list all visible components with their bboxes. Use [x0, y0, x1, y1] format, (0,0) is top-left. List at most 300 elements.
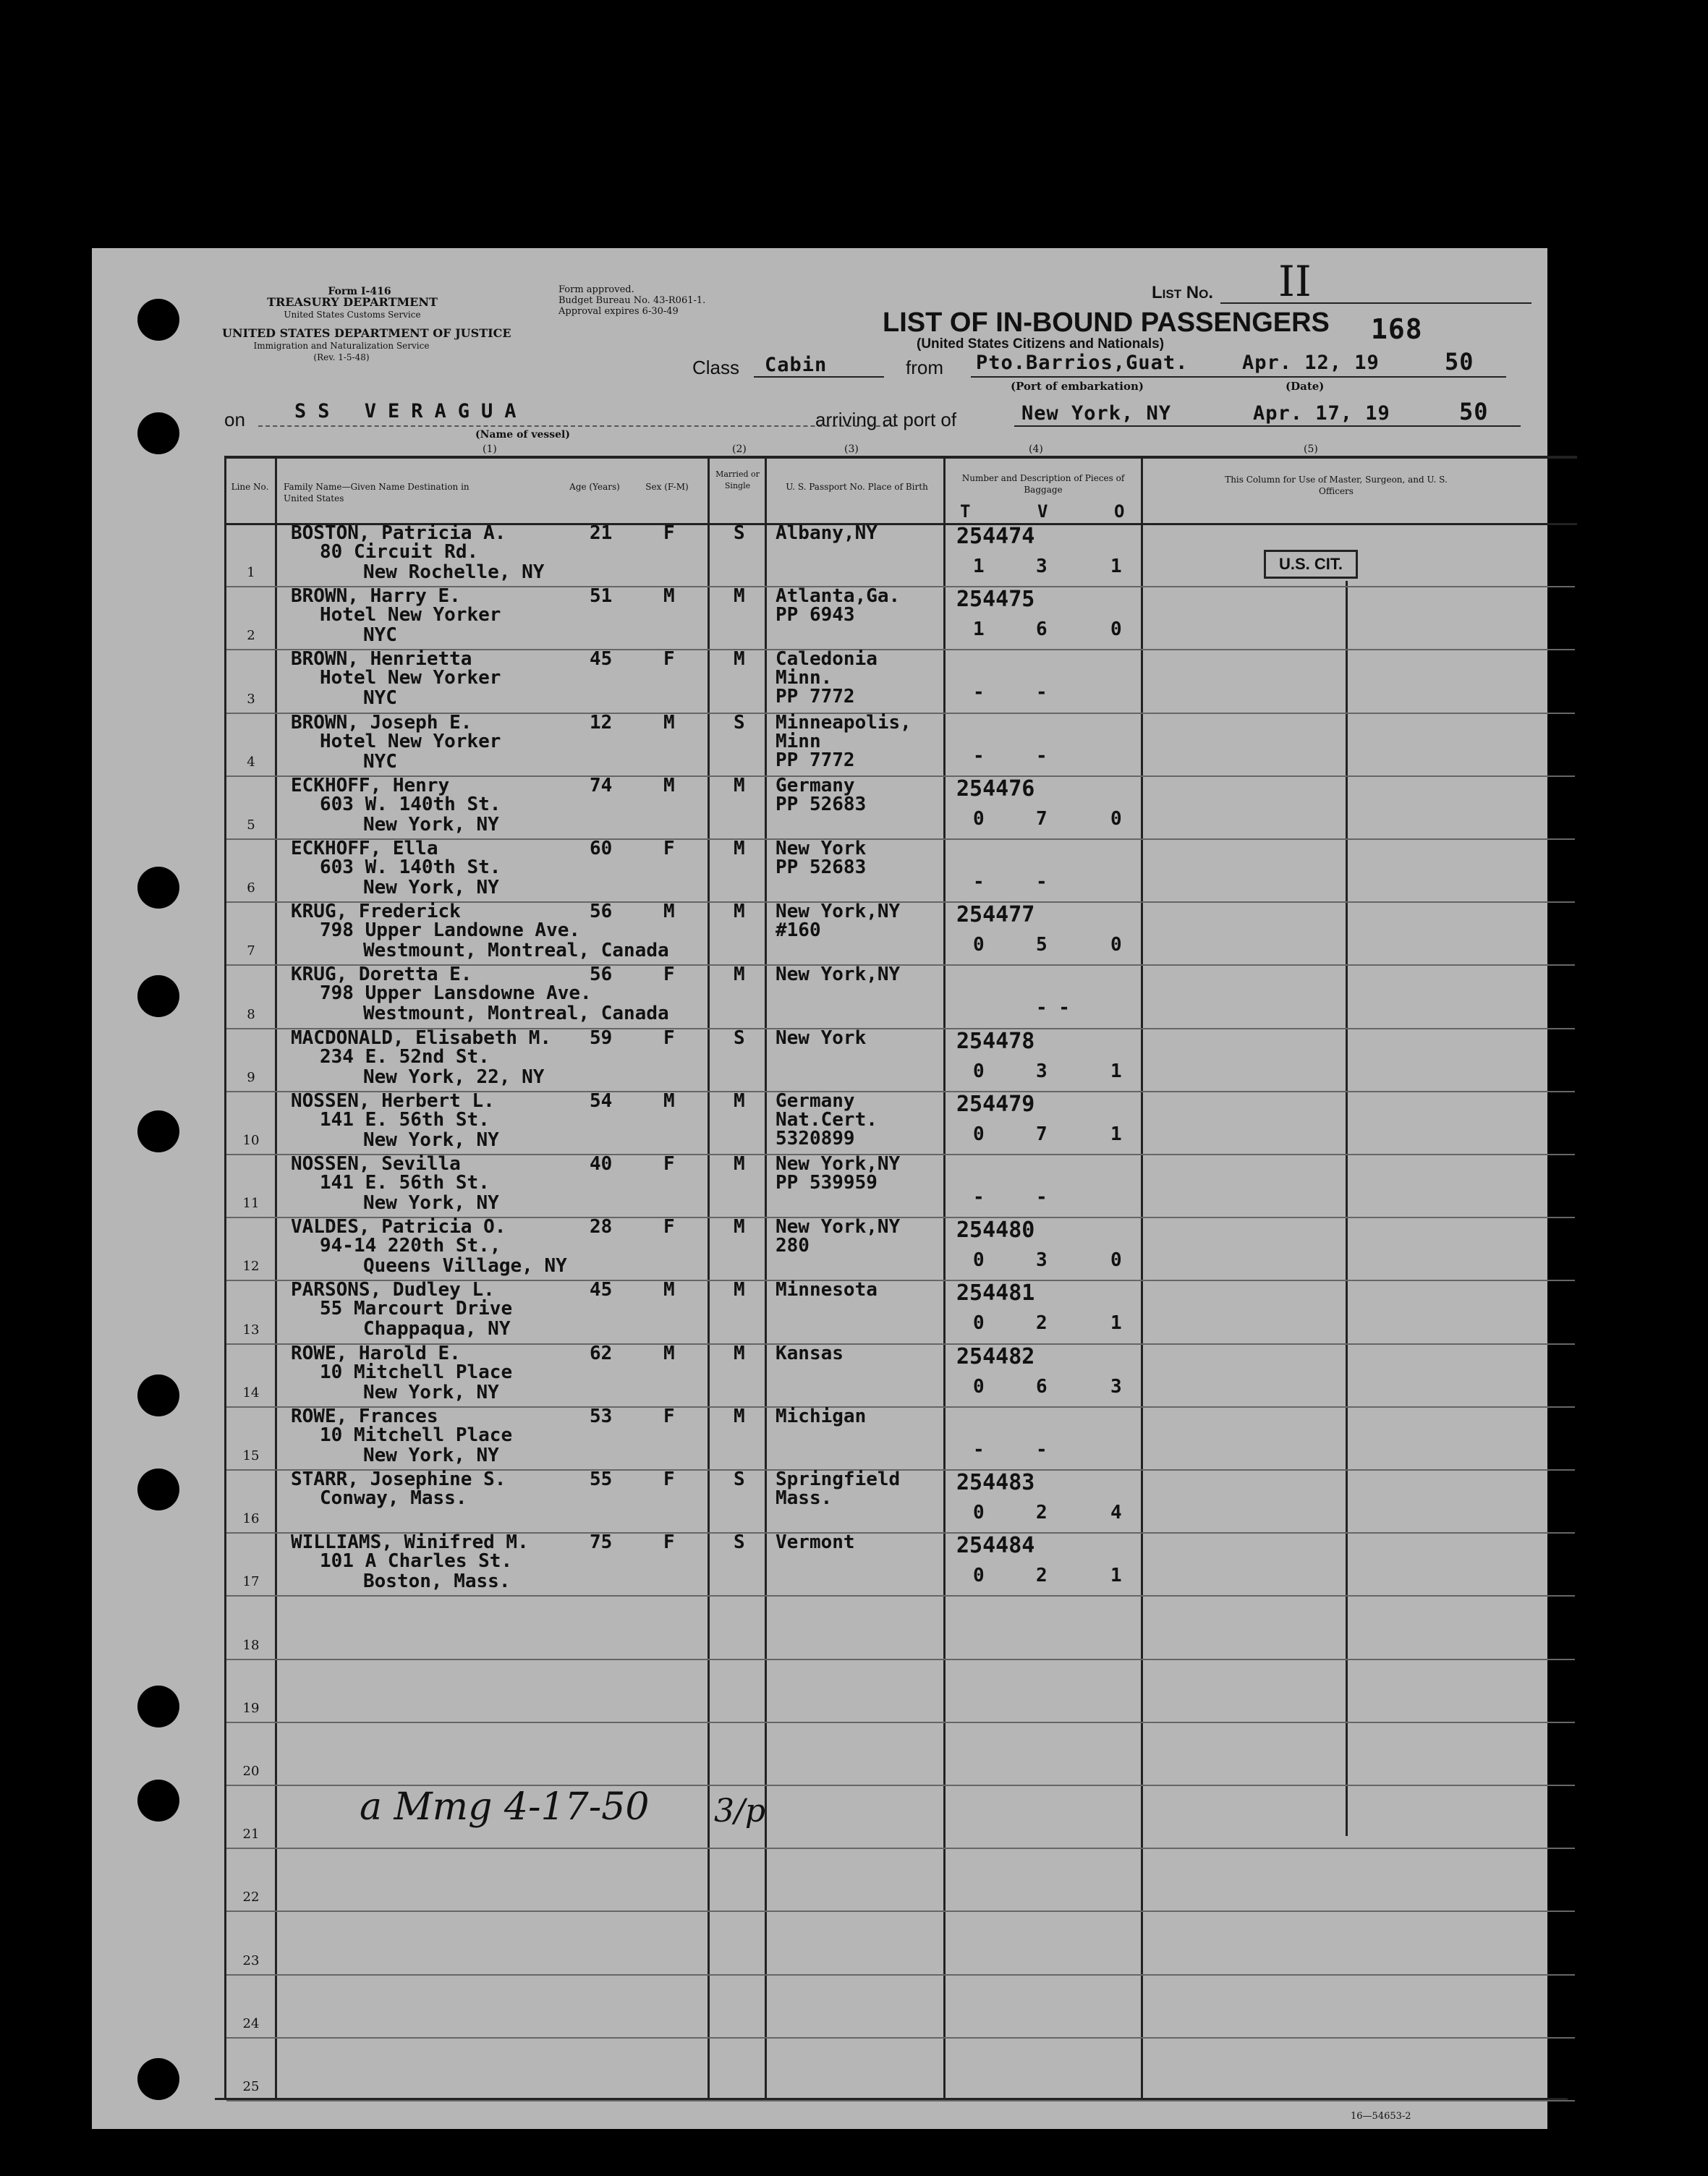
destination-line-2: New York, NY: [363, 1444, 499, 1466]
destination-line-1: 94-14 220th St.,: [320, 1235, 501, 1257]
age-value: 51: [590, 585, 613, 608]
passenger-name: BROWN, Joseph E.: [291, 711, 472, 734]
vessel-underline: [258, 425, 895, 428]
port-embark-label: (Port of embarkation): [1011, 380, 1144, 393]
empty-row: [92, 2039, 1547, 2102]
binder-hole: [137, 412, 179, 454]
age-value: 53: [590, 1405, 613, 1427]
marital-status: S: [734, 1469, 745, 1490]
form-revision: (Rev. 1-5-48): [313, 352, 370, 362]
approval-3: Approval expires 6-30-49: [558, 306, 679, 317]
baggage-check-number: 254482: [956, 1343, 1035, 1369]
passenger-name: KRUG, Frederick: [291, 901, 461, 923]
colnum-2: (2): [732, 443, 747, 455]
line-number: 23: [242, 1952, 260, 1968]
birthplace-line-2: PP 539959: [776, 1172, 878, 1194]
sex-value: F: [663, 1405, 675, 1427]
from-year: 50: [1445, 348, 1474, 375]
baggage-valises: 3: [1036, 1249, 1048, 1272]
col-header-line: Line No.: [231, 482, 269, 492]
from-label: from: [906, 357, 943, 378]
sex-value: M: [663, 585, 675, 608]
marital-status: S: [734, 1531, 745, 1554]
destination-line-1: 603 W. 140th St.: [320, 793, 501, 815]
passenger-name: BROWN, Henrietta: [291, 648, 472, 671]
line-number: 1: [247, 565, 255, 581]
destination-line-1: 10 Mitchell Place: [320, 1361, 513, 1383]
birthplace-line-1: New York,NY: [776, 1153, 901, 1175]
date-label: (Date): [1286, 380, 1325, 393]
sex-value: M: [663, 774, 675, 796]
line-number: 14: [242, 1385, 260, 1401]
sex-value: F: [663, 522, 675, 544]
passenger-name: NOSSEN, Sevilla: [291, 1153, 461, 1175]
destination-line-2: New York, NY: [363, 1381, 499, 1403]
sex-value: F: [663, 964, 675, 986]
us-citizen-stamp: U.S. CIT.: [1264, 550, 1358, 579]
binder-hole: [137, 1110, 179, 1152]
passenger-name: NOSSEN, Herbert L.: [291, 1089, 495, 1112]
birthplace-line-1: New York,NY: [776, 964, 901, 986]
baggage-valises: -: [1036, 681, 1048, 704]
baggage-other: 0: [1110, 807, 1122, 830]
baggage-other: 3: [1110, 1375, 1122, 1398]
table-row: [92, 1027, 1547, 1093]
baggage-other: 1: [1110, 1060, 1122, 1082]
baggage-trunks: 0: [973, 1249, 985, 1272]
binder-hole: [137, 2058, 179, 2100]
destination-line-2: Queens Village, NY: [363, 1255, 567, 1278]
line-number: 8: [247, 1006, 255, 1022]
binder-hole: [137, 1469, 179, 1510]
col-header-age: Age (Years): [569, 482, 620, 492]
baggage-other: 0: [1110, 1249, 1122, 1272]
sex-value: F: [663, 1216, 675, 1238]
row-separator: [226, 2037, 1575, 2039]
destination-line-2: NYC: [363, 750, 397, 773]
destination-line-1: 80 Circuit Rd.: [320, 541, 479, 563]
line-number: 3: [247, 691, 255, 707]
binder-hole: [137, 975, 179, 1017]
marital-status: M: [734, 964, 745, 986]
class-label: Class: [692, 357, 740, 378]
birthplace-line-1: Germany: [776, 1089, 855, 1112]
from-underline: [971, 376, 1506, 378]
marital-status: M: [734, 1405, 745, 1427]
table-row: [92, 1342, 1547, 1408]
baggage-other: 0: [1110, 934, 1122, 956]
baggage-check-number: 254477: [956, 902, 1035, 928]
birthplace-line-1: Atlanta,Ga.: [776, 585, 901, 608]
baggage-other: 4: [1110, 1502, 1122, 1523]
table-row: [92, 1279, 1547, 1345]
col-header-passport: U. S. Passport No. Place of Birth: [786, 482, 928, 492]
birthplace-line-2: PP 52683: [776, 857, 867, 878]
empty-row: [92, 1661, 1547, 1724]
age-value: 56: [590, 901, 613, 923]
baggage-trunks: 0: [973, 1312, 985, 1335]
destination-line-2: NYC: [363, 624, 397, 647]
table-row: [92, 585, 1547, 651]
sex-value: F: [663, 1469, 675, 1490]
birthplace-line-2: Minn.: [776, 667, 833, 689]
binder-hole: [137, 1780, 179, 1822]
baggage-valises: 2: [1036, 1502, 1048, 1523]
table-row: [92, 774, 1547, 841]
birthplace-line-1: Vermont: [776, 1531, 855, 1554]
destination-line-1: Hotel New Yorker: [320, 730, 501, 752]
birthplace-line-1: Minnesota: [776, 1279, 878, 1301]
age-value: 55: [590, 1469, 613, 1490]
age-value: 54: [590, 1089, 613, 1112]
empty-row: [92, 1976, 1547, 2039]
arriving-port: New York, NY: [1021, 402, 1172, 425]
birthplace-line-2: Minn: [776, 730, 821, 752]
line-number: 20: [242, 1763, 260, 1779]
destination-line-2: Chappaqua, NY: [363, 1318, 511, 1340]
birthplace-line-1: New York,NY: [776, 1216, 901, 1238]
table-row: [92, 1471, 1547, 1534]
empty-row: [92, 1597, 1547, 1660]
marital-status: M: [734, 585, 745, 608]
baggage-other: 0: [1110, 619, 1122, 641]
marital-status: M: [734, 774, 745, 796]
footer-code: 16—54653-2: [1351, 2111, 1411, 2122]
baggage-sub-v: V: [1037, 501, 1049, 522]
line-number: 12: [242, 1259, 260, 1275]
baggage-check-number: 254475: [956, 587, 1035, 613]
birthplace-line-2: PP 52683: [776, 793, 867, 815]
table-row: [92, 838, 1547, 904]
baggage-valises: -: [1036, 1438, 1048, 1461]
from-date: Apr. 12, 19: [1242, 352, 1380, 374]
binder-hole: [137, 299, 179, 341]
passenger-name: BROWN, Harry E.: [291, 585, 461, 608]
passenger-name: ROWE, Frances: [291, 1405, 438, 1427]
marital-status: S: [734, 1027, 745, 1049]
birthplace-line-3: PP 7772: [776, 749, 855, 771]
birthplace-line-1: New York: [776, 1027, 867, 1049]
baggage-trunks: 0: [973, 1502, 985, 1523]
sex-value: M: [663, 901, 675, 923]
handwritten-signature: a Mmg 4-17-50: [360, 1785, 650, 1829]
destination-line-1: 101 A Charles St.: [320, 1550, 513, 1573]
baggage-check-number: 254483: [956, 1470, 1035, 1495]
marital-status: M: [734, 648, 745, 671]
sex-value: F: [663, 1153, 675, 1175]
destination-line-1: 55 Marcourt Drive: [320, 1298, 513, 1320]
line-number: 9: [247, 1069, 255, 1085]
arriving-date: Apr. 17, 19: [1253, 402, 1390, 425]
age-value: 74: [590, 774, 613, 796]
sex-value: F: [663, 838, 675, 859]
line-number: 13: [242, 1322, 260, 1338]
sex-value: M: [663, 1089, 675, 1112]
destination-line-1: 141 E. 56th St.: [320, 1172, 490, 1194]
line-number: 15: [242, 1448, 260, 1463]
empty-row: [92, 1724, 1547, 1787]
baggage-valises: 2: [1036, 1565, 1048, 1587]
baggage-trunks: 0: [973, 1060, 985, 1082]
baggage-check-number: 254484: [956, 1533, 1035, 1559]
passenger-name: ECKHOFF, Ella: [291, 838, 438, 859]
form-number: Form I-416: [328, 286, 391, 297]
row-separator: [226, 2100, 1575, 2101]
line-number: 25: [242, 2078, 260, 2094]
destination-line-1: 10 Mitchell Place: [320, 1424, 513, 1446]
birthplace-line-1: Kansas: [776, 1342, 844, 1364]
baggage-trunks: 0: [973, 807, 985, 830]
baggage-trunks: 0: [973, 1565, 985, 1587]
table-top-border: [224, 456, 1577, 459]
sex-value: F: [663, 1531, 675, 1554]
destination-line-1: Hotel New Yorker: [320, 667, 501, 689]
birthplace-line-1: Germany: [776, 774, 855, 796]
col-header-name: Family Name—Given Name Destination in United States: [284, 482, 470, 503]
line-number: 10: [242, 1132, 260, 1148]
form-sheet: [92, 248, 1547, 2129]
table-row: [92, 1153, 1547, 1219]
age-value: 45: [590, 1279, 613, 1301]
table-row: [92, 1216, 1547, 1282]
line-number: 7: [247, 943, 255, 959]
baggage-other: 1: [1110, 556, 1122, 577]
row-separator: [226, 1974, 1575, 1976]
col-header-married: Married or Single: [715, 469, 760, 490]
destination-line-2: Westmount, Montreal, Canada: [363, 1003, 669, 1025]
col-header-officers: This Column for Use of Master, Surgeon, and U. S. Officers: [1225, 475, 1448, 496]
age-value: 45: [590, 648, 613, 671]
age-value: 28: [590, 1216, 613, 1238]
birthplace-line-1: Albany,NY: [776, 522, 878, 544]
binder-hole: [137, 867, 179, 909]
passenger-name: PARSONS, Dudley L.: [291, 1279, 495, 1301]
baggage-valises: 2: [1036, 1312, 1048, 1335]
baggage-trunks: -: [973, 1438, 985, 1461]
baggage-sub-t: T: [960, 501, 972, 522]
ins-service: Immigration and Naturalization Service: [253, 341, 430, 351]
destination-line-1: 798 Upper Lansdowne Ave.: [320, 982, 592, 1005]
row-separator: [226, 1595, 1575, 1597]
marital-status: M: [734, 838, 745, 859]
table-row: [92, 901, 1547, 966]
list-no-underline: [1220, 302, 1531, 304]
baggage-check-number: 254476: [956, 775, 1035, 802]
passenger-name: STARR, Josephine S.: [291, 1469, 506, 1490]
arriving-underline: [1014, 425, 1521, 427]
baggage-valises: -: [1036, 871, 1048, 893]
line-number: 17: [242, 1574, 260, 1590]
destination-line-1: Hotel New Yorker: [320, 604, 501, 626]
destination-line-2: New York, NY: [363, 877, 499, 898]
table-row: [92, 648, 1547, 714]
colnum-4: (4): [1029, 443, 1043, 455]
vessel-label: (Name of vessel): [475, 429, 570, 441]
justice-dept: UNITED STATES DEPARTMENT OF JUSTICE: [222, 326, 511, 340]
from-port: Pto.Barrios,Guat.: [976, 352, 1189, 374]
vessel-name: SS VERAGUA: [294, 400, 528, 422]
table-row: [92, 522, 1547, 588]
binder-hole: [137, 1686, 179, 1727]
line-number: 16: [242, 1511, 260, 1527]
birthplace-line-2: Nat.Cert.: [776, 1108, 878, 1131]
row-separator: [226, 1659, 1575, 1660]
birthplace-line-3: PP 7772: [776, 686, 855, 708]
line-number: 19: [242, 1700, 260, 1716]
destination-line-2: New York, NY: [363, 1192, 499, 1214]
list-no-value: II: [1278, 257, 1312, 306]
baggage-trunks: 1: [973, 619, 985, 641]
arriving-year: 50: [1459, 398, 1489, 425]
baggage-valises: 7: [1036, 807, 1048, 830]
line-number: 18: [242, 1637, 260, 1653]
line-number: 5: [247, 817, 255, 833]
colnum-1: (1): [483, 443, 497, 455]
destination-line-1: 603 W. 140th St.: [320, 857, 501, 878]
age-value: 56: [590, 964, 613, 986]
sex-value: F: [663, 1027, 675, 1049]
age-value: 21: [590, 522, 613, 544]
line-number: 4: [247, 754, 255, 770]
table-row: [92, 1531, 1547, 1597]
baggage-check-number: 254478: [956, 1028, 1035, 1054]
baggage-trunks: -: [973, 744, 985, 767]
destination-line-2: Westmount, Montreal, Canada: [363, 940, 669, 962]
baggage-other: 1: [1110, 1565, 1122, 1587]
list-title: LIST OF IN-BOUND PASSENGERS: [883, 307, 1330, 338]
baggage-valises: 3: [1036, 1060, 1048, 1082]
baggage-other: 1: [1110, 1123, 1122, 1145]
class-underline: [754, 376, 884, 378]
list-subtitle: (United States Citizens and Nationals): [917, 336, 1165, 352]
row-separator: [226, 1848, 1575, 1849]
destination-line-1: 798 Upper Landowne Ave.: [320, 919, 581, 942]
baggage-check-number: 254479: [956, 1091, 1035, 1117]
baggage-valises: 6: [1036, 1375, 1048, 1398]
birthplace-line-2: Mass.: [776, 1487, 833, 1509]
destination-line-2: NYC: [363, 687, 397, 710]
baggage-valises: 7: [1036, 1123, 1048, 1145]
birthplace-line-3: 5320899: [776, 1127, 855, 1149]
destination-line-2: New Rochelle, NY: [363, 561, 545, 583]
baggage-check-number: 254481: [956, 1280, 1035, 1306]
baggage-sub-o: O: [1114, 501, 1126, 522]
approval-1: Form approved.: [558, 284, 634, 295]
baggage-trunks: 0: [973, 1123, 985, 1145]
baggage-other: 1: [1110, 1312, 1122, 1335]
age-value: 40: [590, 1153, 613, 1175]
passenger-name: MACDONALD, Elisabeth M.: [291, 1027, 552, 1049]
baggage-check-number: 254480: [956, 1217, 1035, 1244]
line-number: 11: [242, 1196, 260, 1212]
baggage-valises: -: [1036, 1186, 1048, 1208]
table-row: [92, 966, 1547, 1029]
class-value: Cabin: [765, 354, 828, 376]
sheet-number: 168: [1371, 313, 1423, 345]
baggage-valises: 6: [1036, 619, 1048, 641]
sex-value: M: [663, 1342, 675, 1364]
customs-service: United States Customs Service: [284, 310, 421, 320]
age-value: 59: [590, 1027, 613, 1049]
destination-line-1: Conway, Mass.: [320, 1487, 467, 1509]
baggage-trunks: 0: [973, 934, 985, 956]
line-number: 21: [242, 1827, 260, 1843]
age-value: 62: [590, 1342, 613, 1364]
baggage-valises: 3: [1036, 556, 1048, 577]
passenger-name: KRUG, Doretta E.: [291, 964, 472, 986]
destination-line-1: 234 E. 52nd St.: [320, 1045, 490, 1068]
baggage-trunks: 0: [973, 1375, 985, 1398]
marital-status: M: [734, 1153, 745, 1175]
passenger-name: BOSTON, Patricia A.: [291, 522, 506, 544]
empty-row: [92, 1850, 1547, 1913]
sex-value: M: [663, 1279, 675, 1301]
line-number: 2: [247, 628, 255, 644]
empty-row: [92, 1913, 1547, 1976]
baggage-valises: - -: [1036, 997, 1070, 1019]
birthplace-line-2: 280: [776, 1235, 810, 1257]
table-row: [92, 711, 1547, 778]
line-number: 22: [242, 1890, 260, 1905]
destination-line-2: New York, 22, NY: [363, 1066, 545, 1088]
birthplace-line-1: New York,NY: [776, 901, 901, 923]
sex-value: F: [663, 648, 675, 671]
line-number: 6: [247, 880, 255, 896]
table-row: [92, 1089, 1547, 1156]
empty-row: [92, 1787, 1547, 1850]
marital-status: M: [734, 901, 745, 923]
age-value: 12: [590, 711, 613, 734]
passenger-name: ROWE, Harold E.: [291, 1342, 461, 1364]
sex-value: M: [663, 711, 675, 734]
marital-status: M: [734, 1089, 745, 1112]
line-number: 24: [242, 2015, 260, 2031]
baggage-valises: 5: [1036, 934, 1048, 956]
row-separator: [226, 1722, 1575, 1723]
destination-line-2: Boston, Mass.: [363, 1571, 511, 1593]
colnum-5: (5): [1304, 443, 1318, 455]
baggage-trunks: -: [973, 681, 985, 704]
marital-status: M: [734, 1279, 745, 1301]
marital-status: S: [734, 711, 745, 734]
birthplace-line-2: #160: [776, 919, 821, 942]
baggage-trunks: -: [973, 1186, 985, 1208]
baggage-trunks: -: [973, 871, 985, 893]
baggage-valises: -: [1036, 744, 1048, 767]
binder-hole: [137, 1374, 179, 1416]
row-separator: [226, 1911, 1575, 1912]
birthplace-line-1: Caledonia: [776, 648, 878, 671]
marital-status: M: [734, 1342, 745, 1364]
birthplace-line-1: New York: [776, 838, 867, 859]
marital-status: M: [734, 1216, 745, 1238]
age-value: 60: [590, 838, 613, 859]
destination-line-1: 141 E. 56th St.: [320, 1108, 490, 1131]
passenger-name: ECKHOFF, Henry: [291, 774, 450, 796]
colnum-3: (3): [844, 443, 859, 455]
approval-2: Budget Bureau No. 43-R061-1.: [558, 295, 706, 306]
baggage-check-number: 254474: [956, 524, 1035, 549]
col-header-sex: Sex (F-M): [645, 482, 689, 492]
passenger-name: WILLIAMS, Winifred M.: [291, 1531, 529, 1554]
birthplace-line-1: Springfield: [776, 1469, 901, 1490]
birthplace-line-2: PP 6943: [776, 604, 855, 626]
baggage-trunks: 1: [973, 556, 985, 577]
destination-line-2: New York, NY: [363, 1129, 499, 1151]
col-header-baggage: Number and Description of Pieces of Baggage: [961, 473, 1125, 495]
passenger-name: VALDES, Patricia O.: [291, 1216, 506, 1238]
age-value: 75: [590, 1531, 613, 1554]
